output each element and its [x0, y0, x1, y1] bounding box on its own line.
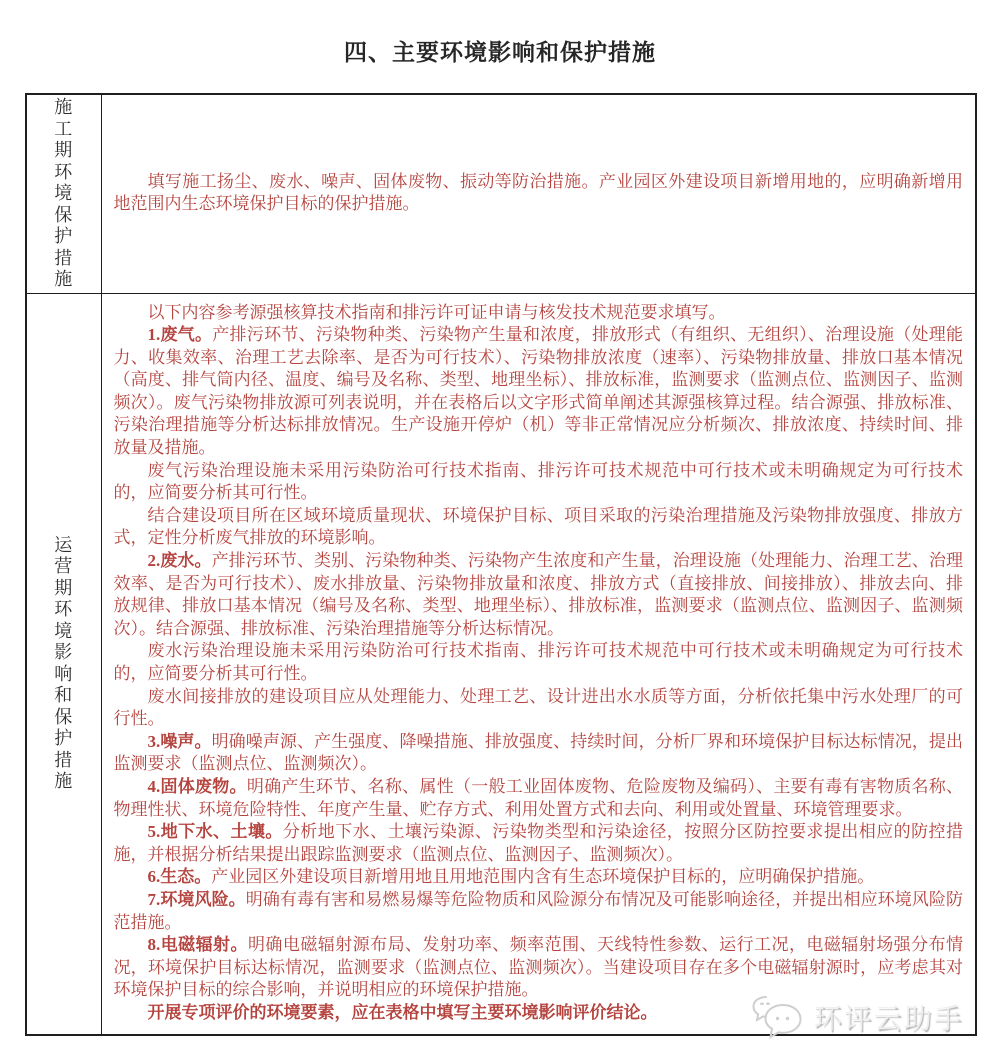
impact-measures-table — [25, 93, 977, 1036]
paragraph: 1.废气。产排污环节、污染物种类、污染物产生量和浓度，排放形式（有组织、无组织）、治理设施（处理能力、收集效率、治理工艺去除率、是否为可行技术）、污染物排放浓度（速率）、污染物排放量、排放口基本情况（高度、排气筒内径、温度、编号及名称、类型、地理坐标）、排放标准，监测要求（监测点位、监测因子、监测频次）。废气污染物排放源可列表说明，并在表格后以文字形式简单阐述其源强核算过程。结合源强、排放标准、污染治理措施等分析达标排放情况。生产设施开停炉（机）等非正常情况应分析频次、排放浓度、持续时间、排放量及措施。 — [113, 325, 964, 458]
paragraph-lead: 8.电磁辐射。 — [147, 935, 248, 955]
paragraph: 填写施工扬尘、废水、噪声、固体废物、振动等防治措施。产业园区外建设项目新增用地的，应明确新增用地范围内生态环境保护目标的保护措施。 — [113, 171, 963, 214]
paragraph: 3.噪声。明确噪声源、产生强度、降噪措施、排放强度、持续时间，分析厂界和环境保护目标达标情况，提出监测要求（监测点位、监测频次）。 — [113, 731, 964, 774]
document-page — [0, 34, 1000, 1036]
paragraph: 8.电磁辐射。明确电磁辐射源布局、发射功率、频率范围、天线特性参数、运行工况，电磁辐射场强分布情况，环境保护目标达标情况，监测要求（监测点位、监测频次）。当建设项目存在多个电磁辐射源时，应考虑其对环境保护目标的综合影响，并说明相应的环境保护措施。 — [113, 935, 964, 1000]
paragraph-lead: 6.生态。 — [147, 867, 212, 887]
paragraph-lead: 1.废气。 — [147, 325, 213, 345]
table-row — [26, 293, 976, 1035]
paragraph-lead: 4.固体废物。 — [147, 776, 247, 796]
paragraph: 2.废水。产排污环节、类别、污染物种类、污染物产生浓度和产生量，治理设施（处理能力、治理工艺、治理效率、是否为可行技术）、废水排放量、污染物排放量和浓度、排放方式（直接排放、间接排放）、排放去向、排放规律、排放口基本情况（编号及名称、类型、地理坐标）、排放标准，监测要求（监测点位、监测因子、监测频次）。结合源强、排放标准、污染治理措施等分析达标情况。 — [113, 551, 964, 638]
watermark-label: 环评云助手 — [813, 1003, 964, 1034]
row-header-operation: 运营期环境影响和保护措施 — [54, 534, 74, 791]
paragraph: 结合建设项目所在区域环境质量现状、环境保护目标、项目采取的污染治理措施及污染物排放强度、排放方式，定性分析废气排放的环境影响。 — [113, 505, 963, 548]
paragraph: 废水间接排放的建设项目应从处理能力、处理工艺、设计进出水水质等方面，分析依托集中污水处理厂的可行性。 — [113, 686, 963, 729]
operation-measures-text — [114, 302, 964, 1025]
paragraph-lead: 3.噪声。 — [147, 731, 212, 751]
paragraph-lead: 2.废水。 — [147, 551, 212, 571]
paragraph: 6.生态。产业园区外建设项目新增用地且用地范围内含有生态环境保护目标的，应明确保护措施。 — [147, 867, 875, 887]
paragraph: 7.环境风险。明确有毒有害和易燃易爆等危险物质和风险源分布情况及可能影响途径，并提出相应环境风险防范措施。 — [113, 889, 964, 932]
paragraph-lead: 7.环境风险。 — [147, 889, 246, 909]
chat-bubbles-icon — [750, 994, 806, 1040]
paragraph: 开展专项评价的环境要素，应在表格中填写主要环境影响评价结论。 — [147, 1002, 658, 1022]
paragraph: 5.地下水、土壤。分析地下水、土壤污染源、污染物类型和污染途径，按照分区防控要求提出相应的防控措施，并根据分析结果提出跟踪监测要求（监测点位、监测因子、监测频次）。 — [113, 822, 963, 864]
paragraph: 废气污染治理设施未采用污染防治可行技术指南、排污许可技术规范中可行技术或未明确规定为可行技术的，应简要分析其可行性。 — [113, 460, 963, 503]
paragraph: 以下内容参考源强核算技术指南和排污许可证申请与核发技术规范要求填写。 — [147, 302, 726, 322]
construction-measures-cell — [101, 94, 976, 293]
page-title: 四、主要环境影响和保护措施 — [344, 39, 656, 65]
row-header-construction: 施工期环境保护措施 — [54, 97, 74, 289]
paragraph: 4.固体废物。明确产生环节、名称、属性（一般工业固体废物、危险废物及编码）、主要有毒有害物质名称、物理性状、环境危险特性、年度产生量、贮存方式、利用处置方式和去向、利用或处置量、环境管理要求。 — [113, 776, 964, 819]
paragraph-lead: 5.地下水、土壤。 — [147, 822, 283, 842]
construction-measures-text — [114, 171, 964, 216]
operation-measures-cell — [101, 293, 976, 1035]
row-header-cell-operation — [26, 293, 101, 1035]
watermark — [750, 994, 964, 1040]
row-header-cell-construction — [26, 94, 101, 293]
paragraph: 废水污染治理设施未采用污染防治可行技术指南、排污许可技术规范中可行技术或未明确规定为可行技术的，应简要分析其可行性。 — [113, 641, 963, 683]
table-row — [26, 94, 976, 293]
